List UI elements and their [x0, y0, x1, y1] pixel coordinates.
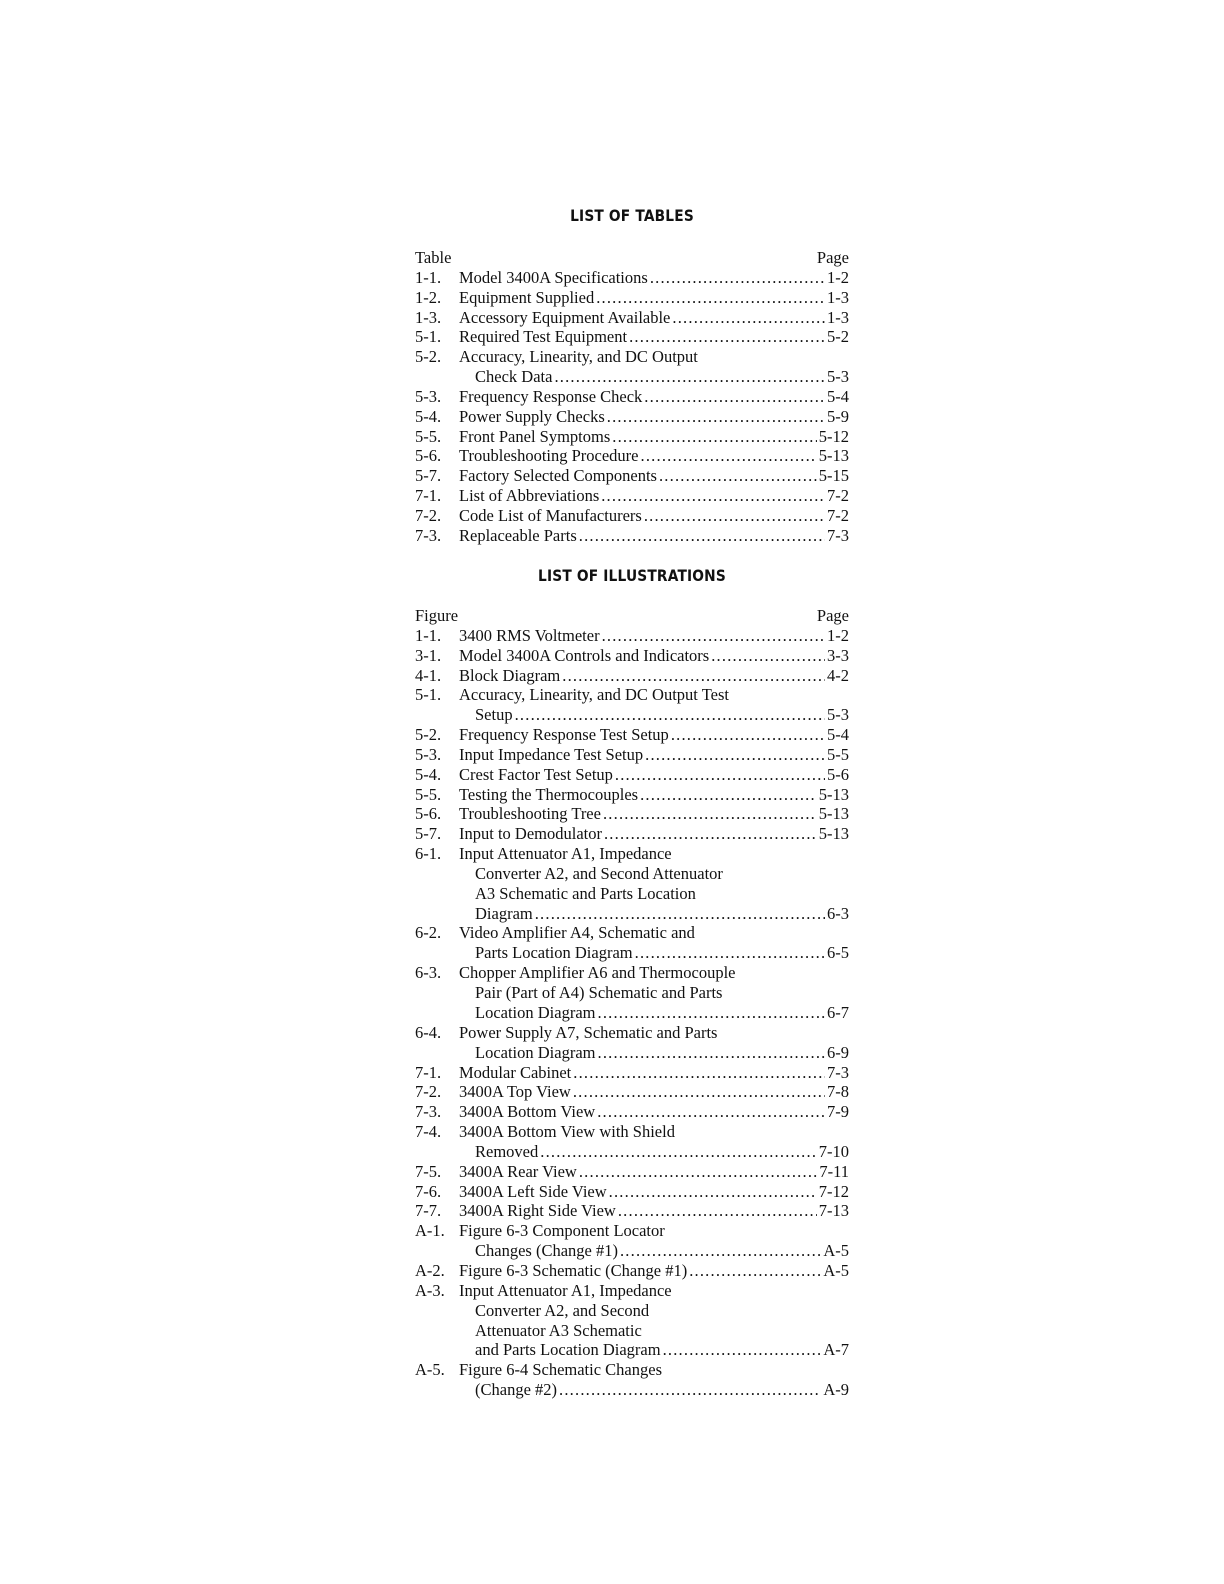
figure-column-label: Figure: [415, 606, 459, 625]
list-of-illustrations-title: LIST OF ILLUSTRATIONS: [538, 566, 726, 585]
entry-number: 5-5.: [415, 784, 442, 804]
entry-body: [459, 685, 849, 725]
toc-entry: [415, 824, 849, 844]
entry-number: 6-1.: [415, 843, 442, 863]
page-column-label: Page: [816, 248, 849, 267]
toc-entry: [415, 725, 849, 745]
toc-entry: [415, 1261, 849, 1281]
entry-title-line: Input Attenuator A1, Impedance: [459, 1280, 672, 1300]
entry-body: [459, 725, 849, 745]
toc-entry: [415, 1082, 849, 1102]
entry-last-line: [459, 1142, 849, 1162]
entry-body: [459, 765, 849, 785]
entry-page-number: 5-4: [827, 386, 849, 406]
entry-title-line: Video Amplifier A4, Schematic and: [459, 923, 695, 943]
entry-page-number: 7-9: [827, 1102, 849, 1122]
entry-last-line: [459, 308, 849, 328]
entry-last-line: [459, 506, 849, 526]
entry-title-line: Frequency Response Check: [459, 386, 643, 406]
entry-title-line: Location Diagram: [475, 1042, 596, 1062]
entry-page-number: 1-2: [827, 626, 849, 645]
toc-entry: [415, 1182, 849, 1202]
entry-number: 5-2.: [415, 725, 442, 745]
toc-entry: [415, 1122, 849, 1162]
entry-number: 7-7.: [415, 1201, 442, 1221]
entry-last-line: [459, 526, 849, 546]
entry-number: 6-2.: [415, 923, 442, 943]
entry-title-line: Replaceable Parts: [459, 525, 577, 545]
entry-number: 7-3.: [415, 525, 442, 545]
entry-number: 1-1.: [415, 626, 442, 645]
dot-leader: [601, 486, 825, 506]
entry-body: [459, 785, 849, 805]
toc-entry: [415, 1201, 849, 1221]
entry-title-line: and Parts Location Diagram: [475, 1340, 661, 1360]
entry-page-number: A-5: [823, 1241, 849, 1261]
dot-leader: [598, 1043, 826, 1063]
entry-last-line: [459, 407, 849, 427]
entry-title-line: Required Test Equipment: [459, 327, 628, 347]
toc-entry: [415, 387, 849, 407]
entry-body: [459, 308, 849, 328]
entry-body: [459, 1122, 849, 1162]
entry-title-line: Parts Location Diagram: [475, 943, 633, 963]
entry-title-line: 3400A Bottom View: [459, 1102, 596, 1122]
toc-entry: [415, 765, 849, 785]
entry-page-number: 1-3: [827, 307, 849, 327]
entry-number: A-1.: [415, 1221, 445, 1241]
entry-body: [459, 963, 849, 1023]
entry-page-number: 5-3: [827, 705, 849, 725]
entry-title-line: Model 3400A Controls and Indicators: [459, 645, 710, 665]
toc-entry: [415, 1221, 849, 1261]
entry-title-line: Troubleshooting Procedure: [459, 446, 639, 466]
entry-last-line: [459, 705, 849, 725]
entry-body: [459, 844, 849, 923]
toc-entry: [415, 1102, 849, 1122]
illustrations-column-header: [415, 606, 849, 626]
entry-last-line: [459, 1340, 849, 1360]
entry-page-number: 5-13: [818, 446, 849, 466]
entry-page-number: 7-13: [818, 1201, 849, 1221]
entry-title-line: Power Supply Checks: [459, 406, 605, 426]
entry-page-number: 7-2: [827, 485, 849, 505]
entry-body: [459, 288, 849, 308]
entry-title-line: Pair (Part of A4) Schematic and Parts: [475, 983, 723, 1003]
dot-leader: [640, 785, 817, 805]
entry-page-number: 5-3: [827, 367, 849, 387]
entry-title-line: Input Impedance Test Setup: [459, 744, 644, 764]
dot-leader: [689, 1261, 821, 1281]
entry-number: 7-1.: [415, 485, 442, 505]
entry-title-line: Setup: [475, 705, 513, 725]
entry-number: 5-6.: [415, 446, 442, 466]
toc-entry: [415, 308, 849, 328]
toc-entry: [415, 446, 849, 466]
entry-body: [459, 347, 849, 387]
entry-number: 5-1.: [415, 685, 442, 705]
toc-entry: [415, 785, 849, 805]
dot-leader: [598, 1003, 826, 1023]
entry-title-line: Accessory Equipment Available: [459, 307, 671, 327]
entry-page-number: 7-3: [827, 1062, 849, 1082]
entry-title-line: Diagram: [475, 903, 533, 923]
entry-title-line: 3400A Left Side View: [459, 1181, 607, 1201]
entry-title-line: Figure 6-4 Schematic Changes: [459, 1360, 662, 1380]
entry-last-line: [459, 1182, 849, 1202]
dot-leader: [604, 824, 817, 844]
entry-page-number: 7-2: [827, 505, 849, 525]
entry-page-number: 5-13: [818, 804, 849, 824]
toc-entry: [415, 1162, 849, 1182]
entry-page-number: A-7: [823, 1340, 849, 1360]
entry-last-line: [459, 387, 849, 407]
dot-leader: [573, 1082, 825, 1102]
entry-page-number: A-5: [823, 1260, 849, 1280]
entry-title-line: Removed: [475, 1141, 539, 1161]
dot-leader: [597, 1102, 825, 1122]
entry-body: [459, 526, 849, 546]
entry-title-line: Troubleshooting Tree: [459, 804, 601, 824]
entry-title-line: Location Diagram: [475, 1002, 596, 1022]
dot-leader: [535, 904, 825, 924]
dot-leader: [540, 1142, 817, 1162]
entry-number: 1-3.: [415, 307, 442, 327]
entry-body: [459, 1201, 849, 1221]
entry-page-number: 5-5: [827, 744, 849, 764]
entry-number: A-5.: [415, 1360, 445, 1380]
entry-page-number: 3-3: [827, 645, 849, 665]
dot-leader: [644, 387, 825, 407]
entry-last-line: [459, 268, 849, 288]
entry-number: 3-1.: [415, 645, 442, 665]
entry-page-number: 5-13: [818, 784, 849, 804]
entry-number: 7-5.: [415, 1161, 442, 1181]
entry-title-line: Changes (Change #1): [475, 1241, 618, 1261]
entry-page-number: 5-13: [818, 824, 849, 844]
entry-last-line: [459, 785, 849, 805]
entry-page-number: 5-15: [818, 466, 849, 486]
toc-entry: [415, 1360, 849, 1400]
toc-entry: [415, 923, 849, 963]
entry-number: 5-2.: [415, 347, 442, 367]
entry-number: 5-7.: [415, 466, 442, 486]
entry-page-number: 4-2: [827, 665, 849, 685]
dot-leader: [612, 427, 816, 447]
entry-title-line: Frequency Response Test Setup: [459, 725, 669, 745]
entry-body: [459, 1182, 849, 1202]
entry-last-line: [459, 1201, 849, 1221]
entry-page-number: 6-7: [827, 1002, 849, 1022]
toc-entry: [415, 666, 849, 686]
entry-body: [459, 1162, 849, 1182]
entry-page-number: 5-2: [827, 327, 849, 347]
toc-entry: [415, 288, 849, 308]
entry-last-line: [459, 367, 849, 387]
dot-leader: [579, 526, 825, 546]
entry-last-line: [459, 765, 849, 785]
entry-page-number: 6-9: [827, 1042, 849, 1062]
entry-number: 5-1.: [415, 327, 442, 347]
entry-title-line: 3400 RMS Voltmeter: [459, 626, 600, 645]
entry-number: 5-4.: [415, 406, 442, 426]
dot-leader: [620, 1241, 821, 1261]
entry-last-line: [459, 745, 849, 765]
entry-number: 7-4.: [415, 1121, 442, 1141]
entry-page-number: A-9: [823, 1380, 849, 1400]
entry-title-line: Equipment Supplied: [459, 287, 595, 307]
entry-last-line: [459, 804, 849, 824]
entry-title-line: Chopper Amplifier A6 and Thermocouple: [459, 963, 736, 983]
entry-body: [459, 804, 849, 824]
entry-last-line: [459, 1241, 849, 1261]
entry-title-line: Figure 6-3 Schematic (Change #1): [459, 1260, 688, 1280]
dot-leader: [515, 705, 825, 725]
toc-entry: [415, 685, 849, 725]
entry-last-line: [459, 327, 849, 347]
entry-last-line: [459, 446, 849, 466]
entry-title-line: Converter A2, and Second: [475, 1300, 650, 1320]
toc-entry: [415, 526, 849, 546]
toc-entry: [415, 486, 849, 506]
entry-last-line: [459, 1063, 849, 1083]
entry-title-line: Modular Cabinet: [459, 1062, 572, 1082]
dot-leader: [644, 506, 825, 526]
dot-leader: [663, 1340, 822, 1360]
entry-last-line: [459, 1082, 849, 1102]
entry-last-line: [459, 646, 849, 666]
entry-last-line: [459, 1102, 849, 1122]
dot-leader: [671, 725, 825, 745]
entry-page-number: 7-8: [827, 1082, 849, 1102]
entry-number: 5-3.: [415, 744, 442, 764]
entry-title-line: Testing the Thermocouples: [459, 784, 639, 804]
entry-page-number: 6-5: [827, 943, 849, 963]
toc-entry: [415, 407, 849, 427]
entry-title-line: 3400A Rear View: [459, 1161, 577, 1181]
page-column-label: Page: [816, 606, 849, 625]
entry-page-number: 7-11: [819, 1161, 849, 1181]
dot-leader: [711, 646, 825, 666]
entry-last-line: [459, 1261, 849, 1281]
entry-last-line: [459, 904, 849, 924]
entry-body: [459, 1023, 849, 1063]
dot-leader: [559, 1380, 821, 1400]
entry-number: A-3.: [415, 1280, 445, 1300]
toc-entry: [415, 427, 849, 447]
entry-last-line: [459, 943, 849, 963]
entry-title-line: Accuracy, Linearity, and DC Output: [459, 347, 698, 367]
entry-page-number: 7-12: [818, 1181, 849, 1201]
entry-page-number: 5-12: [818, 426, 849, 446]
dot-leader: [629, 327, 825, 347]
entry-number: 4-1.: [415, 665, 442, 685]
dot-leader: [602, 626, 825, 646]
toc-entry: [415, 347, 849, 387]
toc-entry: [415, 327, 849, 347]
entry-last-line: [459, 725, 849, 745]
dot-leader: [635, 943, 825, 963]
entry-number: A-2.: [415, 1260, 445, 1280]
toc-entry: [415, 963, 849, 1023]
entry-last-line: [459, 1043, 849, 1063]
entry-body: [459, 486, 849, 506]
toc-entry: [415, 506, 849, 526]
toc-entry: [415, 646, 849, 666]
dot-leader: [603, 804, 817, 824]
list-of-illustrations: [415, 606, 849, 1400]
toc-entry: [415, 1281, 849, 1360]
table-column-label: Table: [415, 248, 452, 267]
dot-leader: [615, 765, 825, 785]
entry-body: [459, 268, 849, 288]
entry-number: 6-3.: [415, 963, 442, 983]
toc-entry: [415, 844, 849, 923]
entry-title-line: Figure 6-3 Component Locator: [459, 1221, 665, 1241]
entry-page-number: 5-4: [827, 725, 849, 745]
entry-body: [459, 446, 849, 466]
entry-number: 5-4.: [415, 764, 442, 784]
entry-body: [459, 1063, 849, 1083]
dot-leader: [573, 1063, 825, 1083]
entry-title-line: Model 3400A Specifications: [459, 268, 648, 287]
entry-body: [459, 1360, 849, 1400]
dot-leader: [641, 446, 817, 466]
entry-page-number: 6-3: [827, 903, 849, 923]
entry-body: [459, 1221, 849, 1261]
entry-body: [459, 1102, 849, 1122]
entry-last-line: [459, 666, 849, 686]
dot-leader: [645, 745, 825, 765]
entry-number: 6-4.: [415, 1022, 442, 1042]
entry-body: [459, 466, 849, 486]
list-of-tables-title: LIST OF TABLES: [570, 206, 694, 225]
entry-body: [459, 824, 849, 844]
entry-last-line: [459, 486, 849, 506]
dot-leader: [554, 367, 825, 387]
entry-title-line: 3400A Bottom View with Shield: [459, 1121, 675, 1141]
entry-last-line: [459, 1380, 849, 1400]
entry-title-line: Check Data: [475, 367, 553, 387]
entry-number: 5-3.: [415, 386, 442, 406]
entry-body: [459, 1281, 849, 1360]
entry-body: [459, 387, 849, 407]
dot-leader: [596, 288, 825, 308]
dot-leader: [562, 666, 825, 686]
entry-number: 5-6.: [415, 804, 442, 824]
entry-body: [459, 427, 849, 447]
entry-title-line: Accuracy, Linearity, and DC Output Test: [459, 685, 729, 705]
entry-body: [459, 407, 849, 427]
dot-leader: [607, 407, 825, 427]
dot-leader: [579, 1162, 818, 1182]
entry-body: [459, 666, 849, 686]
entry-number: 7-6.: [415, 1181, 442, 1201]
entry-last-line: [459, 626, 849, 646]
dot-leader: [650, 268, 825, 288]
entry-last-line: [459, 1003, 849, 1023]
toc-entry: [415, 626, 849, 646]
entry-title-line: Converter A2, and Second Attenuator: [475, 863, 723, 883]
entry-number: 7-1.: [415, 1062, 442, 1082]
entry-title-line: A3 Schematic and Parts Location: [475, 883, 696, 903]
entry-title-line: Front Panel Symptoms: [459, 426, 611, 446]
entry-last-line: [459, 1162, 849, 1182]
entry-body: [459, 506, 849, 526]
entry-body: [459, 327, 849, 347]
entry-title-line: Input Attenuator A1, Impedance: [459, 843, 672, 863]
entry-body: [459, 1261, 849, 1281]
entry-body: [459, 646, 849, 666]
entry-page-number: 7-10: [818, 1141, 849, 1161]
toc-entry: [415, 804, 849, 824]
entry-number: 1-1.: [415, 268, 442, 287]
dot-leader: [618, 1201, 817, 1221]
entry-last-line: [459, 427, 849, 447]
entry-title-line: Attenuator A3 Schematic: [475, 1320, 642, 1340]
tables-column-header: [415, 248, 849, 268]
entry-number: 7-2.: [415, 1082, 442, 1102]
entry-title-line: 3400A Right Side View: [459, 1201, 616, 1221]
entry-body: [459, 923, 849, 963]
entry-page-number: 7-3: [827, 525, 849, 545]
entry-body: [459, 626, 849, 646]
entry-last-line: [459, 466, 849, 486]
entry-page-number: 1-3: [827, 287, 849, 307]
entry-title-line: Power Supply A7, Schematic and Parts: [459, 1022, 718, 1042]
entry-title-line: 3400A Top View: [459, 1082, 571, 1102]
entry-number: 5-7.: [415, 824, 442, 844]
entry-number: 7-2.: [415, 505, 442, 525]
dot-leader: [659, 466, 817, 486]
toc-entry: [415, 466, 849, 486]
entry-number: 1-2.: [415, 287, 442, 307]
entry-title-line: (Change #2): [475, 1380, 558, 1400]
dot-leader: [672, 308, 825, 328]
entry-title-line: Factory Selected Components: [459, 466, 657, 486]
entry-number: 5-5.: [415, 426, 442, 446]
toc-entry: [415, 1023, 849, 1063]
entry-title-line: List of Abbreviations: [459, 485, 600, 505]
entry-page-number: 1-2: [827, 268, 849, 287]
entry-last-line: [459, 824, 849, 844]
toc-entry: [415, 1063, 849, 1083]
entry-last-line: [459, 288, 849, 308]
entry-page-number: 5-9: [827, 406, 849, 426]
entry-title-line: Input to Demodulator: [459, 824, 602, 844]
entry-title-line: Code List of Manufacturers: [459, 505, 642, 525]
entry-title-line: Block Diagram: [459, 665, 561, 685]
toc-entry: [415, 745, 849, 765]
entry-page-number: 5-6: [827, 764, 849, 784]
list-of-tables: [415, 248, 849, 545]
dot-leader: [609, 1182, 817, 1202]
entry-number: 7-3.: [415, 1102, 442, 1122]
entry-title-line: Crest Factor Test Setup: [459, 764, 613, 784]
toc-entry: [415, 268, 849, 288]
entry-body: [459, 1082, 849, 1102]
entry-body: [459, 745, 849, 765]
